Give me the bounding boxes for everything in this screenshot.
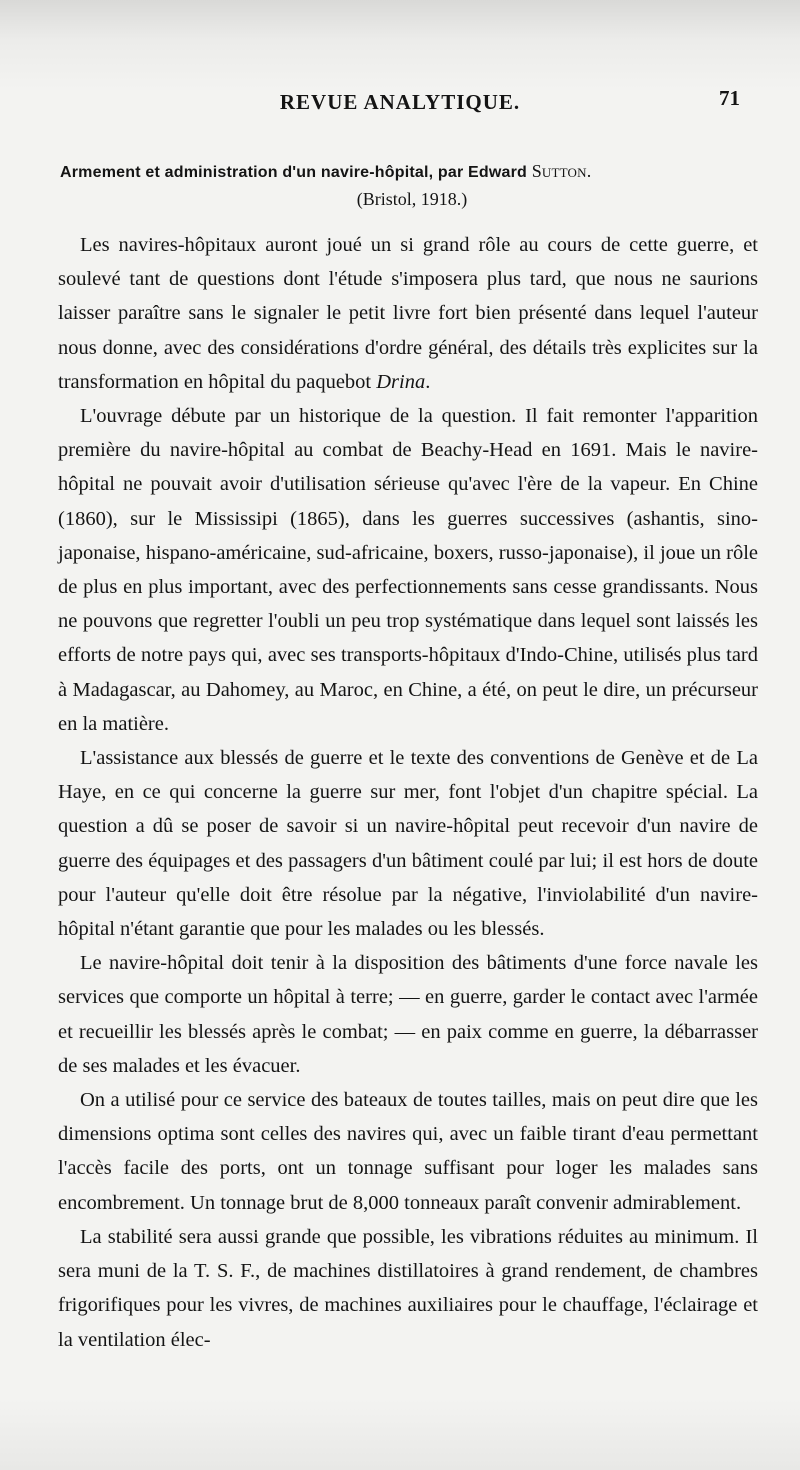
article-body	[58, 228, 758, 1357]
article-heading	[52, 158, 772, 212]
paragraph: La stabilité sera aussi grande que possible, les vibrations réduites au minimum. Il sera muni de la T. S. F., de machines distillatoires à grand rendement, de chambres frigorifiques pour les vivres, de machines auxiliaires pour le chauffage, l'éclairage et la ventilation élec-	[58, 1225, 758, 1351]
paragraph-text: .	[425, 370, 431, 393]
ship-name: Drina	[376, 370, 426, 393]
running-head: REVUE ANALYTIQUE.	[279, 90, 521, 114]
paragraph	[58, 228, 758, 399]
article-title	[52, 158, 772, 186]
paragraph-text: Les navires-hôpitaux auront joué un si grand rôle au cours de cette guerre, et soulevé tant de questions dont l'étude s'imposera plus tard, que nous ne saurions laisser paraître sans le signaler le petit livre fort bien présenté dans lequel l'auteur nous donne, avec des considérations d'ordre général, des détails très explicites sur la transformation en hôpital du paquebot	[58, 234, 758, 393]
page-number: 71	[719, 86, 740, 110]
paragraph: L'assistance aux blessés de guerre et le texte des conventions de Genève et de La Haye, en ce qui concerne la guerre sur mer, font l'objet d'un chapitre spécial. La question a dû se poser de savoir si un navire-hôpital peut recevoir d'un navire de guerre des équipages et des passagers d'un bâtiment coulé par lui; il est hors de doute pour l'auteur qu'elle doit être résolue par la négative, l'inviolabilité d'un navire-hôpital n'étant garantie que pour les malades ou les blessés.	[58, 747, 758, 941]
paragraph: On a utilisé pour ce service des bateaux de toutes tailles, mais on peut dire que les dimensions optima sont celles des navires qui, avec un faible tirant d'eau permettant l'accès facile des ports, ont un tonnage suffisant pour loger les malades sans encombrement. Un tonnage brut de 8,000 tonneaux paraît convenir admirablement.	[58, 1089, 758, 1214]
article-title-text: Armement et administration d'un navire-hôpital, par Edward	[60, 164, 532, 181]
paragraph: L'ouvrage débute par un historique de la question. Il fait remonter l'apparition première du navire-hôpital au combat de Beachy-Head en 1691. Mais le navire-hôpital ne pouvait avoir d'utilisation sérieuse qu'avec l'ère de la vapeur. En Chine (1860), sur le Mississipi (1865), dans les guerres successives (ashantis, sino-japonaise, hispano-américaine, sud-africaine, boxers, russo-japonaise), il joue un rôle de plus en plus important, avec des perfectionnements sans cesse grandissants. Nous ne pouvons que regretter l'oubli un peu trop systématique dans lequel sont laissés les efforts de notre pays qui, avec ses transports-hôpitaux d'Indo-Chine, utilisés plus tard à Madagascar, au Dahomey, au Maroc, en Chine, a été, on peut le dire, un précurseur en la matière.	[58, 405, 758, 735]
paragraph: Le navire-hôpital doit tenir à la disposition des bâtiments d'une force navale les services que comporte un hôpital à terre; — en guerre, garder le contact avec l'armée et recueillir les blessés après le combat; — en paix comme en guerre, la débarrasser de ses malades et les évacuer.	[58, 952, 758, 1077]
article-author: Sutton.	[531, 161, 592, 181]
article-subtitle: (Bristol, 1918.)	[356, 189, 468, 209]
page-header	[0, 86, 800, 126]
